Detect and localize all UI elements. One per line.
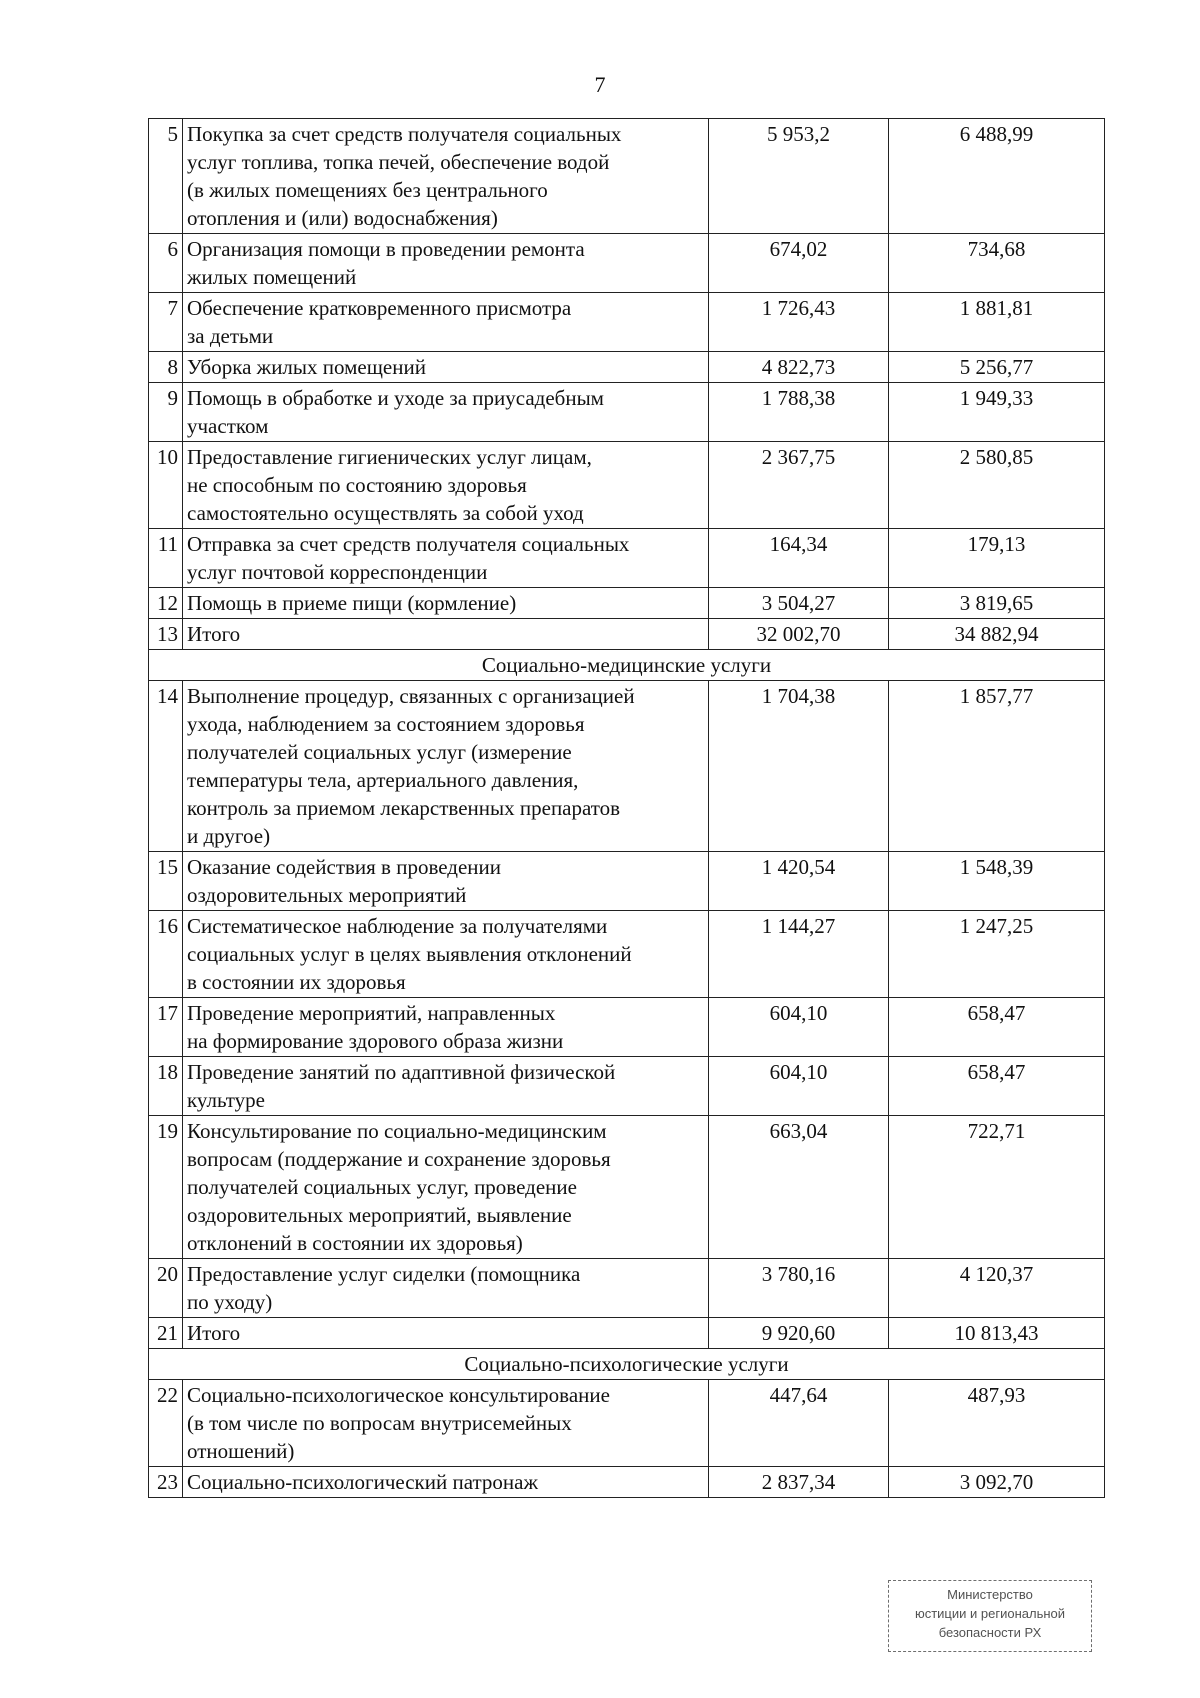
row-number: 13 — [149, 619, 183, 650]
stamp-line: безопасности РХ — [938, 1625, 1042, 1640]
description-line: Выполнение процедур, связанных с организацией — [187, 684, 635, 708]
tariff-value-2: 6 488,99 — [889, 119, 1105, 234]
description-line: (в том числе по вопросам внутрисемейных — [187, 1411, 572, 1435]
description-line: в состоянии их здоровья — [187, 970, 406, 994]
table-body — [149, 119, 1105, 1498]
service-description — [183, 588, 709, 619]
description-line: Систематическое наблюдение за получателями — [187, 914, 608, 938]
description-line: Проведение мероприятий, направленных — [187, 1001, 556, 1025]
tariff-value-1: 2 367,75 — [709, 442, 889, 529]
row-number: 19 — [149, 1116, 183, 1259]
description-line: получателей социальных услуг (измерение — [187, 740, 572, 764]
table-row — [149, 442, 1105, 529]
description-line: Консультирование по социально-медицинским — [187, 1119, 607, 1143]
table-row — [149, 619, 1105, 650]
description-line: Итого — [187, 622, 241, 646]
description-line: (в жилых помещениях без центрального — [187, 178, 548, 202]
section-header-row — [149, 1349, 1105, 1380]
row-number: 6 — [149, 234, 183, 293]
tariff-value-2: 487,93 — [889, 1380, 1105, 1467]
tariff-value-1: 5 953,2 — [709, 119, 889, 234]
service-description — [183, 1380, 709, 1467]
row-number: 21 — [149, 1318, 183, 1349]
table-row — [149, 588, 1105, 619]
service-description — [183, 442, 709, 529]
service-description — [183, 352, 709, 383]
description-line: отклонений в состоянии их здоровья) — [187, 1231, 523, 1255]
service-description — [183, 1467, 709, 1498]
table-row — [149, 1259, 1105, 1318]
table-row — [149, 352, 1105, 383]
description-line: на формирование здорового образа жизни — [187, 1029, 564, 1053]
table-row — [149, 852, 1105, 911]
description-line: отношений) — [187, 1439, 295, 1463]
tariff-value-2: 658,47 — [889, 1057, 1105, 1116]
description-line: вопросам (поддержание и сохранение здоровья — [187, 1147, 611, 1171]
description-line: отопления и (или) водоснабжения) — [187, 206, 498, 230]
row-number: 16 — [149, 911, 183, 998]
table-row — [149, 998, 1105, 1057]
row-number: 23 — [149, 1467, 183, 1498]
description-line: Социально-психологическое консультирование — [187, 1383, 610, 1407]
row-number: 20 — [149, 1259, 183, 1318]
tariff-value-2: 1 881,81 — [889, 293, 1105, 352]
row-number: 9 — [149, 383, 183, 442]
tariff-value-1: 164,34 — [709, 529, 889, 588]
stamp-line: Министерство — [947, 1587, 1033, 1602]
service-description — [183, 1057, 709, 1116]
table-row — [149, 119, 1105, 234]
page-number: 7 — [594, 72, 606, 97]
description-line: социальных услуг в целях выявления отклонений — [187, 942, 632, 966]
service-description — [183, 119, 709, 234]
tariff-value-2: 722,71 — [889, 1116, 1105, 1259]
tariff-value-2: 5 256,77 — [889, 352, 1105, 383]
tariff-value-1: 1 726,43 — [709, 293, 889, 352]
service-description — [183, 1318, 709, 1349]
description-line: услуг топлива, топка печей, обеспечение водой — [187, 150, 610, 174]
row-number: 5 — [149, 119, 183, 234]
tariff-value-2: 1 247,25 — [889, 911, 1105, 998]
description-line: Обеспечение кратковременного присмотра — [187, 296, 572, 320]
description-line: и другое) — [187, 824, 271, 848]
description-line: Итого — [187, 1321, 241, 1345]
tariff-value-2: 3 819,65 — [889, 588, 1105, 619]
service-description — [183, 529, 709, 588]
service-description — [183, 681, 709, 852]
tariff-value-2: 658,47 — [889, 998, 1105, 1057]
tariff-value-1: 9 920,60 — [709, 1318, 889, 1349]
description-line: Оказание содействия в проведении — [187, 855, 502, 879]
description-line: температуры тела, артериального давления, — [187, 768, 579, 792]
tariff-value-1: 1 704,38 — [709, 681, 889, 852]
row-number: 22 — [149, 1380, 183, 1467]
tariff-value-2: 1 949,33 — [889, 383, 1105, 442]
tariff-value-2: 734,68 — [889, 234, 1105, 293]
tariff-value-1: 604,10 — [709, 1057, 889, 1116]
table-row — [149, 1380, 1105, 1467]
row-number: 14 — [149, 681, 183, 852]
tariff-value-1: 1 788,38 — [709, 383, 889, 442]
row-number: 10 — [149, 442, 183, 529]
tariff-value-2: 4 120,37 — [889, 1259, 1105, 1318]
description-line: Социально-психологический патронаж — [187, 1470, 539, 1494]
registration-stamp — [888, 1580, 1092, 1652]
row-number: 17 — [149, 998, 183, 1057]
service-description — [183, 852, 709, 911]
description-line: Проведение занятий по адаптивной физической — [187, 1060, 616, 1084]
description-line: Покупка за счет средств получателя социальных — [187, 122, 622, 146]
tariff-value-1: 4 822,73 — [709, 352, 889, 383]
table-row — [149, 681, 1105, 852]
section-title: Социально-медицинские услуги — [149, 650, 1105, 681]
tariff-value-2: 34 882,94 — [889, 619, 1105, 650]
row-number: 15 — [149, 852, 183, 911]
tariff-value-2: 3 092,70 — [889, 1467, 1105, 1498]
tariff-value-1: 674,02 — [709, 234, 889, 293]
description-line: жилых помещений — [187, 265, 357, 289]
description-line: оздоровительных мероприятий — [187, 883, 467, 907]
table-row — [149, 911, 1105, 998]
description-line: оздоровительных мероприятий, выявление — [187, 1203, 572, 1227]
tariff-value-1: 663,04 — [709, 1116, 889, 1259]
tariff-value-1: 1 144,27 — [709, 911, 889, 998]
service-description — [183, 383, 709, 442]
table-row — [149, 293, 1105, 352]
table-row — [149, 234, 1105, 293]
service-description — [183, 293, 709, 352]
service-description — [183, 911, 709, 998]
tariff-value-1: 2 837,34 — [709, 1467, 889, 1498]
description-line: Уборка жилых помещений — [187, 355, 426, 379]
description-line: услуг почтовой корреспонденции — [187, 560, 488, 584]
description-line: культуре — [187, 1088, 265, 1112]
description-line: Помощь в обработке и уходе за приусадебным — [187, 386, 604, 410]
service-description — [183, 234, 709, 293]
tariff-value-2: 2 580,85 — [889, 442, 1105, 529]
table-row — [149, 1318, 1105, 1349]
service-description — [183, 1116, 709, 1259]
table-row — [149, 529, 1105, 588]
description-line: получателей социальных услуг, проведение — [187, 1175, 577, 1199]
row-number: 8 — [149, 352, 183, 383]
stamp-line: юстиции и региональной — [914, 1606, 1066, 1621]
row-number: 7 — [149, 293, 183, 352]
tariff-value-2: 1 857,77 — [889, 681, 1105, 852]
table-row — [149, 383, 1105, 442]
description-line: ухода, наблюдением за состоянием здоровья — [187, 712, 585, 736]
description-line: контроль за приемом лекарственных препаратов — [187, 796, 621, 820]
tariff-value-1: 3 780,16 — [709, 1259, 889, 1318]
row-number: 12 — [149, 588, 183, 619]
description-line: Предоставление гигиенических услуг лицам, — [187, 445, 592, 469]
tariff-value-1: 32 002,70 — [709, 619, 889, 650]
tariff-value-2: 10 813,43 — [889, 1318, 1105, 1349]
row-number: 11 — [149, 529, 183, 588]
service-description — [183, 619, 709, 650]
service-description — [183, 1259, 709, 1318]
description-line: самостоятельно осуществлять за собой уход — [187, 501, 584, 525]
description-line: участком — [187, 414, 269, 438]
tariff-value-1: 604,10 — [709, 998, 889, 1057]
table-row — [149, 1057, 1105, 1116]
tariff-value-1: 1 420,54 — [709, 852, 889, 911]
row-number: 18 — [149, 1057, 183, 1116]
tariff-value-2: 1 548,39 — [889, 852, 1105, 911]
section-title: Социально-психологические услуги — [149, 1349, 1105, 1380]
tariff-value-1: 3 504,27 — [709, 588, 889, 619]
tariff-value-2: 179,13 — [889, 529, 1105, 588]
description-line: Отправка за счет средств получателя социальных — [187, 532, 630, 556]
service-description — [183, 998, 709, 1057]
description-line: Помощь в приеме пищи (кормление) — [187, 591, 517, 615]
tariff-value-1: 447,64 — [709, 1380, 889, 1467]
section-header-row — [149, 650, 1105, 681]
description-line: Организация помощи в проведении ремонта — [187, 237, 585, 261]
table-row — [149, 1116, 1105, 1259]
description-line: Предоставление услуг сиделки (помощника — [187, 1262, 581, 1286]
description-line: за детьми — [187, 324, 274, 348]
table-row — [149, 1467, 1105, 1498]
tariff-table — [148, 118, 1105, 1498]
description-line: по уходу) — [187, 1290, 273, 1314]
description-line: не способным по состоянию здоровья — [187, 473, 527, 497]
